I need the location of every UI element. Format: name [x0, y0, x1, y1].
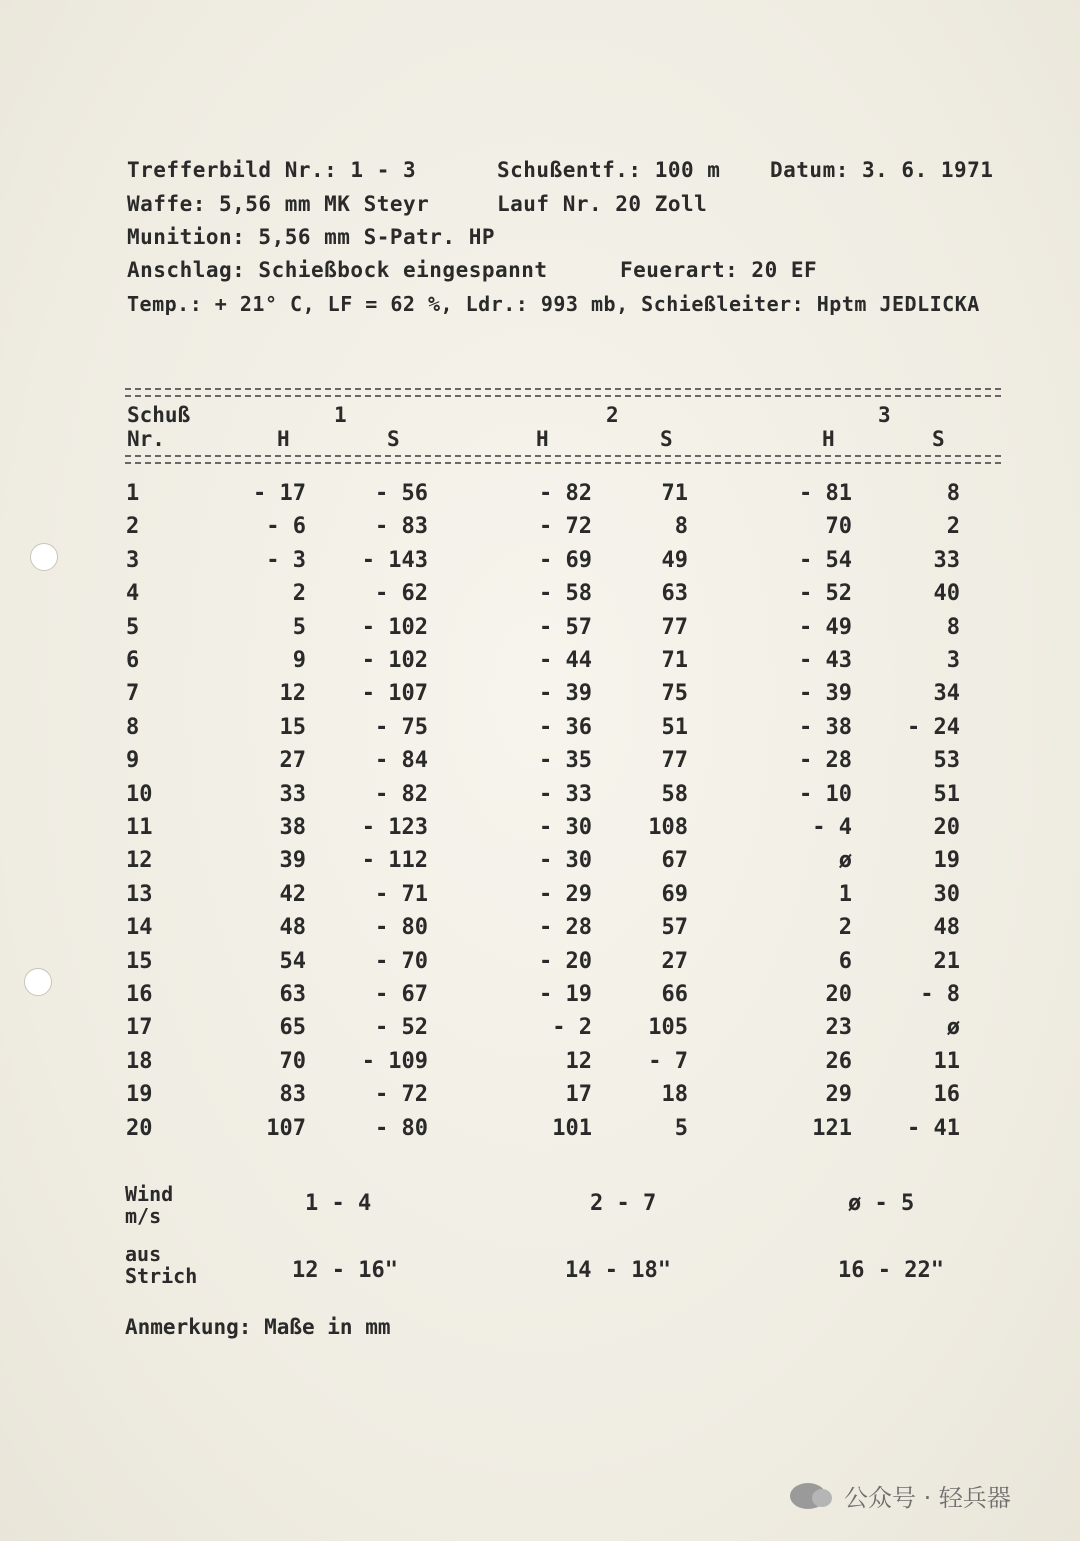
strich-value-1: 12 - 16": [292, 1258, 398, 1283]
shot-number: 5: [126, 614, 140, 640]
group-2-s: 58: [661, 781, 688, 807]
strich-value-2: 14 - 18": [565, 1258, 671, 1283]
group-3-h: 26: [825, 1048, 852, 1074]
group-2-h: - 36: [539, 714, 592, 740]
group-2-h: - 30: [539, 848, 592, 874]
group-2-s: 67: [661, 848, 688, 874]
group-2-h: - 35: [539, 748, 592, 774]
group-3-h: ø: [838, 848, 852, 874]
datum: Datum: 3. 6. 1971: [770, 158, 994, 182]
group-2-h: 17: [565, 1082, 592, 1108]
group-3-s: 51: [933, 781, 960, 807]
group-3-h: - 4: [812, 815, 852, 840]
col-s-3: S: [932, 427, 945, 451]
col-h-2: H: [536, 427, 549, 451]
wind-label-line-1: Wind: [125, 1182, 174, 1206]
group-3-h: - 43: [799, 648, 852, 673]
group-2-h: - 39: [539, 681, 592, 707]
group-1-s: - 107: [361, 681, 428, 707]
group-2-header: 2: [606, 403, 619, 427]
group-1-h: 42: [279, 881, 306, 907]
wind-value-1: 1 - 4: [305, 1191, 372, 1216]
col-h-1: H: [277, 427, 290, 451]
group-2-h: - 33: [539, 781, 592, 807]
group-1-h: 39: [279, 848, 306, 874]
table-header-rule: [125, 455, 1001, 464]
waffe: Waffe: 5,56 mm MK Steyr: [127, 192, 430, 216]
group-3-s: 30: [933, 881, 960, 907]
group-1-s: - 143: [361, 547, 428, 573]
group-3-h: - 49: [799, 614, 852, 640]
shot-number: 8: [126, 714, 140, 740]
group-2-h: - 28: [539, 915, 592, 941]
group-1-s: - 123: [361, 815, 428, 840]
group-1-s: - 84: [375, 748, 428, 774]
group-1-h: 27: [279, 748, 306, 774]
group-3-s: 11: [933, 1048, 960, 1074]
shot-number-label: Nr.: [127, 427, 165, 451]
feuerart: Feuerart: 20 EF: [620, 258, 818, 282]
group-2-h: 101: [552, 1115, 592, 1141]
group-2-s: 57: [661, 915, 688, 941]
shot-number: 2: [126, 514, 140, 540]
group-2-s: 71: [661, 648, 688, 673]
group-1-h: 63: [279, 982, 306, 1007]
group-2-h: - 20: [539, 948, 592, 974]
shot-number: 10: [126, 781, 153, 807]
group-2-s: 8: [674, 514, 688, 540]
group-3-s: - 41: [907, 1115, 960, 1141]
schussentfernung: Schußentf.: 100 m: [497, 158, 721, 182]
group-3-h: 2: [838, 915, 852, 941]
shot-number: 14: [126, 915, 153, 941]
wind-value-3: ø - 5: [848, 1191, 915, 1216]
group-1-s: - 83: [375, 514, 428, 540]
group-2-h: - 19: [539, 982, 592, 1007]
punch-hole: [24, 968, 52, 996]
group-1-h: 83: [279, 1082, 306, 1108]
group-1-s: - 52: [375, 1015, 428, 1041]
group-2-h: - 30: [539, 815, 592, 840]
col-h-3: H: [822, 427, 835, 451]
group-1-h: 48: [279, 915, 306, 941]
group-2-s: 108: [648, 815, 688, 840]
group-1-s: - 109: [361, 1048, 428, 1074]
group-2-h: - 58: [539, 581, 592, 607]
shot-number: 4: [126, 581, 140, 607]
group-3-s: 34: [933, 681, 960, 707]
group-3-s: 8: [946, 481, 960, 506]
group-3-s: 53: [933, 748, 960, 774]
group-2-h: - 82: [539, 481, 592, 506]
group-1-s: - 75: [375, 714, 428, 740]
group-1-s: - 80: [375, 915, 428, 941]
group-3-h: - 10: [799, 781, 852, 807]
group-3-s: - 24: [907, 714, 960, 740]
group-3-h: - 38: [799, 714, 852, 740]
group-1-header: 1: [334, 403, 347, 427]
group-3-header: 3: [878, 403, 891, 427]
group-1-s: - 82: [375, 781, 428, 807]
group-3-h: 20: [825, 982, 852, 1007]
group-2-h: - 2: [552, 1015, 592, 1041]
group-1-s: - 102: [361, 614, 428, 640]
group-3-s: 2: [946, 514, 960, 540]
shot-number: 13: [126, 881, 153, 907]
shot-number: 11: [126, 815, 153, 840]
group-1-h: - 6: [266, 514, 306, 540]
group-1-h: 33: [279, 781, 306, 807]
group-2-h: 12: [565, 1048, 592, 1074]
munition: Munition: 5,56 mm S-Patr. HP: [127, 225, 496, 249]
group-3-s: ø: [946, 1015, 960, 1041]
group-3-h: 23: [825, 1015, 852, 1041]
header-line-1: [127, 158, 416, 182]
group-1-h: 70: [279, 1048, 306, 1074]
group-3-s: 33: [933, 547, 960, 573]
shot-number: 15: [126, 948, 153, 974]
group-1-s: - 71: [375, 881, 428, 907]
group-2-s: 18: [661, 1082, 688, 1108]
group-3-s: 48: [933, 915, 960, 941]
wind-value-2: 2 - 7: [590, 1191, 657, 1216]
group-3-s: 16: [933, 1082, 960, 1108]
group-1-h: 54: [279, 948, 306, 974]
group-1-h: 9: [292, 648, 306, 673]
group-1-s: - 72: [375, 1082, 428, 1108]
group-1-h: 2: [292, 581, 306, 607]
shot-number: 3: [126, 547, 140, 573]
group-3-h: 70: [825, 514, 852, 540]
group-1-s: - 70: [375, 948, 428, 974]
group-3-h: 29: [825, 1082, 852, 1108]
group-2-s: 69: [661, 881, 688, 907]
group-3-h: - 52: [799, 581, 852, 607]
col-s-1: S: [387, 427, 400, 451]
wind-label: [125, 1183, 173, 1227]
group-3-h: 6: [838, 948, 852, 974]
group-3-h: 1: [838, 881, 852, 907]
anschlag: Anschlag: Schießbock eingespannt: [127, 258, 548, 282]
group-3-s: 20: [933, 815, 960, 840]
shot-label: Schuß: [127, 403, 191, 427]
group-3-s: 19: [933, 848, 960, 874]
group-1-h: - 3: [266, 547, 306, 573]
group-1-s: - 80: [375, 1115, 428, 1141]
group-3-s: 40: [933, 581, 960, 607]
group-2-s: 77: [661, 614, 688, 640]
group-3-h: 121: [812, 1115, 852, 1141]
group-2-s: 77: [661, 748, 688, 774]
strich-value-3: 16 - 22": [838, 1258, 944, 1283]
shot-number: 19: [126, 1082, 153, 1108]
shot-number: 7: [126, 681, 140, 707]
group-1-h: 65: [279, 1015, 306, 1041]
note: Anmerkung: Maße in mm: [125, 1315, 391, 1339]
group-3-h: - 81: [799, 481, 852, 506]
group-2-s: 105: [648, 1015, 688, 1041]
wind-label-line-2: m/s: [125, 1204, 162, 1228]
shot-number: 9: [126, 748, 140, 774]
shot-number: 12: [126, 848, 153, 874]
group-1-h: 38: [279, 815, 306, 840]
group-3-h: - 54: [799, 547, 852, 573]
group-3-h: - 28: [799, 748, 852, 774]
group-1-s: - 62: [375, 581, 428, 607]
group-1-s: - 56: [375, 481, 428, 506]
group-1-h: 107: [266, 1115, 306, 1141]
strich-label-line-2: Strich: [125, 1264, 198, 1288]
group-2-h: - 44: [539, 648, 592, 673]
group-2-s: 75: [661, 681, 688, 707]
strich-label: [125, 1243, 197, 1287]
group-3-s: 8: [946, 614, 960, 640]
group-2-s: 5: [674, 1115, 688, 1141]
watermark-text: 公众号 · 轻兵器: [844, 1484, 1011, 1512]
col-s-2: S: [660, 427, 673, 451]
group-2-h: - 72: [539, 514, 592, 540]
group-3-h: - 39: [799, 681, 852, 707]
shot-number: 17: [126, 1015, 153, 1041]
group-2-s: 27: [661, 948, 688, 974]
group-2-s: 66: [661, 982, 688, 1007]
conditions-line: Temp.: + 21° C, LF = 62 %, Ldr.: 993 mb, Schießleiter: Hptm JEDLICKA: [127, 292, 980, 316]
group-1-h: - 17: [253, 481, 306, 506]
group-1-h: 15: [279, 714, 306, 740]
group-2-s: 71: [661, 481, 688, 506]
trefferbild-nr: Trefferbild Nr.: 1 - 3: [127, 158, 417, 182]
group-2-h: - 69: [539, 547, 592, 573]
shot-number: 1: [126, 481, 140, 506]
shot-number: 18: [126, 1048, 153, 1074]
watermark: [790, 1478, 1011, 1513]
group-2-h: - 29: [539, 881, 592, 907]
group-1-h: 5: [292, 614, 306, 640]
group-2-s: - 7: [648, 1048, 688, 1074]
group-2-h: - 57: [539, 614, 592, 640]
punch-hole: [30, 543, 58, 571]
shot-number: 16: [126, 982, 153, 1007]
group-3-s: 21: [933, 948, 960, 974]
group-2-s: 63: [661, 581, 688, 607]
lauf: Lauf Nr. 20 Zoll: [497, 192, 708, 216]
group-3-s: - 8: [920, 982, 960, 1007]
group-1-s: - 102: [361, 648, 428, 673]
group-2-s: 49: [661, 547, 688, 573]
strich-label-line-1: aus: [125, 1242, 162, 1266]
table-top-rule: [125, 388, 1001, 397]
group-1-s: - 112: [361, 848, 428, 874]
wechat-icon: [790, 1483, 826, 1509]
group-3-s: 3: [946, 648, 960, 673]
group-2-s: 51: [661, 714, 688, 740]
group-1-h: 12: [279, 681, 306, 707]
shot-number: 6: [126, 648, 140, 673]
shot-number: 20: [126, 1115, 153, 1141]
group-1-s: - 67: [375, 982, 428, 1007]
